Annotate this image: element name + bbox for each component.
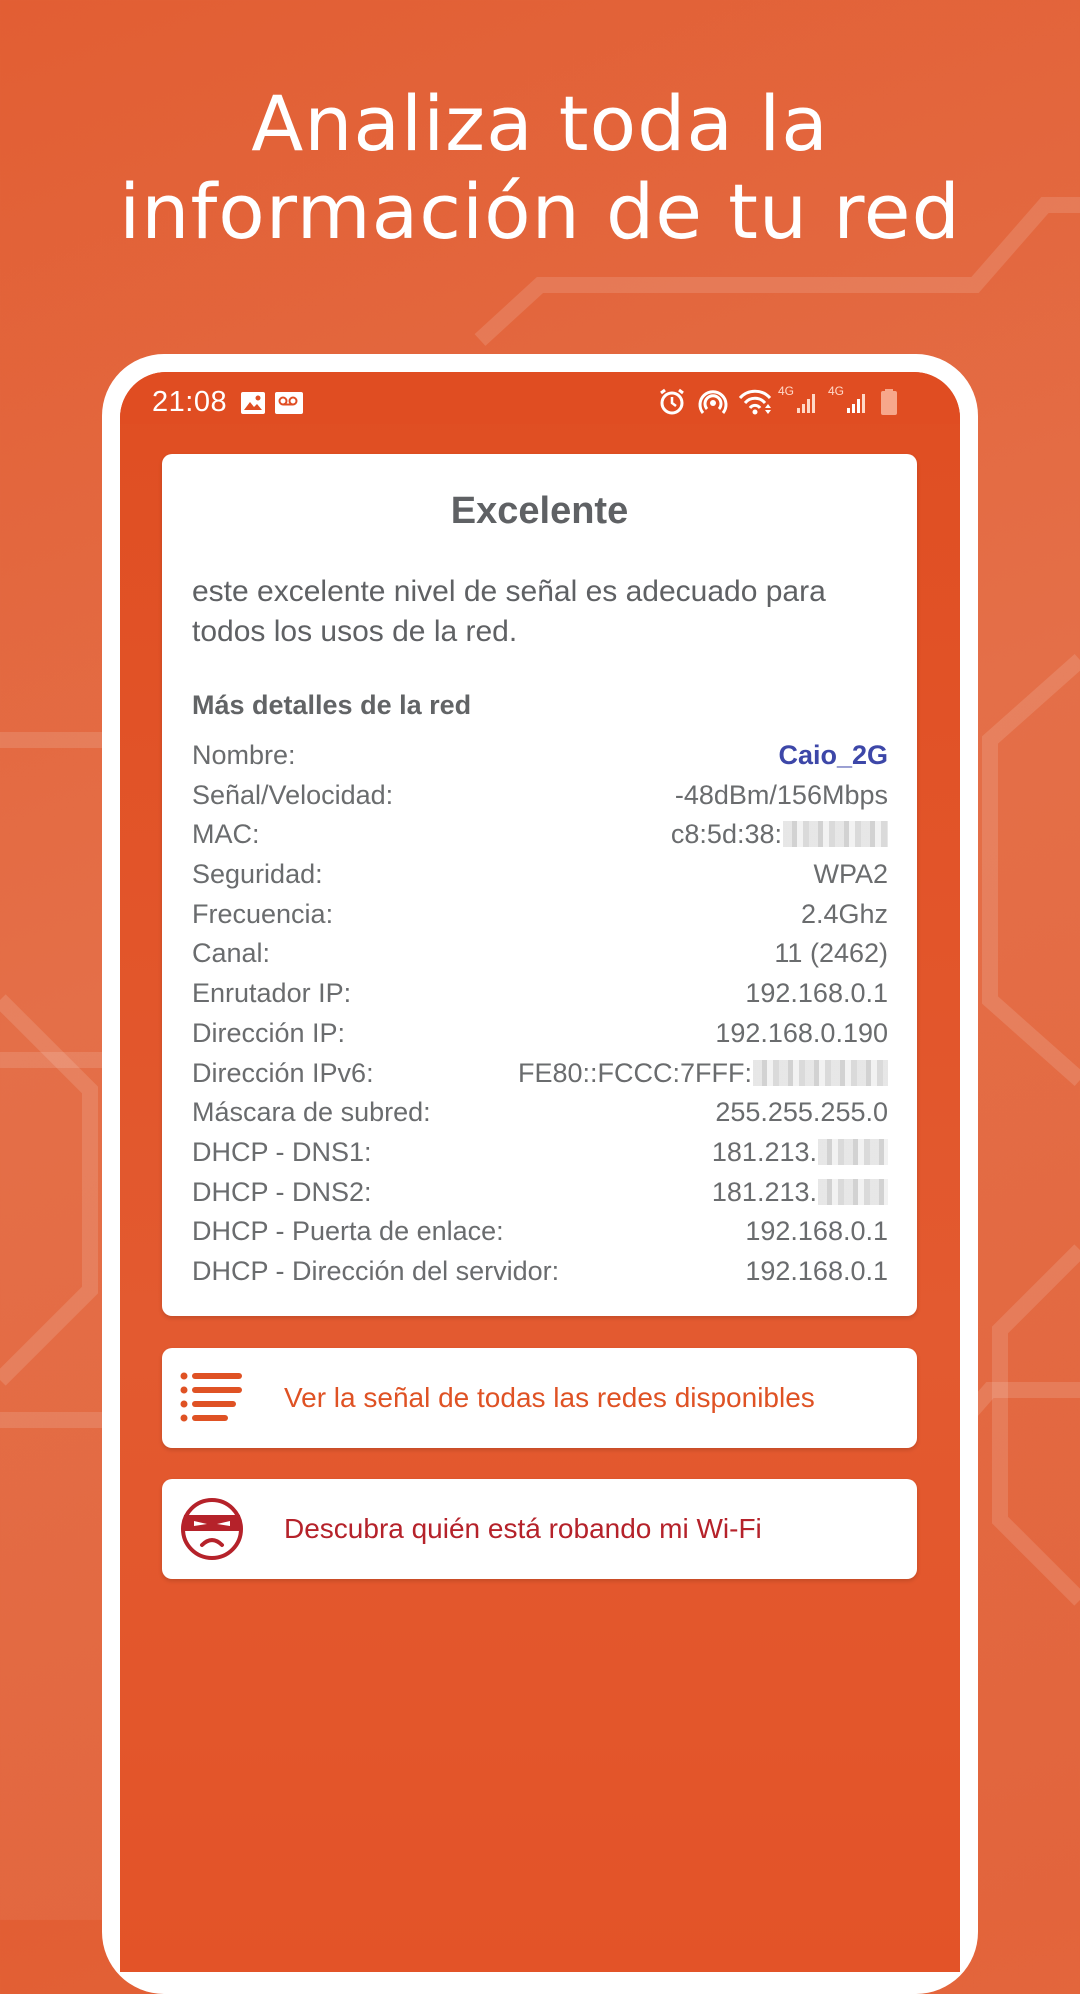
- detail-row-ipv6: [192, 1054, 888, 1094]
- alarm-icon: [658, 388, 686, 416]
- detail-label: Nombre:: [192, 740, 296, 770]
- detail-row-signal-speed: [192, 776, 888, 816]
- wifi-thief-label: Descubra quién está robando mi Wi-Fi: [284, 1513, 762, 1544]
- detail-row-dns1: [192, 1133, 888, 1173]
- detail-label: DHCP - DNS2:: [192, 1176, 372, 1207]
- detail-value: 2.4Ghz: [800, 898, 888, 929]
- status-time: 21:08: [152, 386, 228, 418]
- network-type-label: 4G: [778, 384, 795, 398]
- detail-row-router-ip: [192, 974, 888, 1014]
- detail-label: Dirección IP:: [192, 1017, 346, 1048]
- detail-value: WPA2: [813, 859, 888, 890]
- view-all-networks-label: Ver la señal de todas las redes disponibles: [284, 1382, 815, 1413]
- detail-label: Dirección IPv6:: [192, 1057, 374, 1088]
- redacted-blur: [783, 821, 888, 847]
- detail-value-wrapper: [671, 815, 888, 855]
- signal-4g-icon: [796, 392, 818, 414]
- wifi-icon: [738, 388, 772, 416]
- detail-row-gateway: [192, 1212, 888, 1252]
- detail-value-wrapper: [712, 1173, 888, 1213]
- redacted-blur: [818, 1179, 888, 1205]
- headline-line-1: Analiza toda la: [251, 79, 829, 168]
- network-details-list: [192, 736, 888, 1292]
- detail-row-frequency: [192, 895, 888, 935]
- detail-value: -48dBm/156Mbps: [674, 779, 888, 810]
- detail-row-channel: [192, 934, 888, 974]
- detail-value: 255.255.255.0: [715, 1097, 888, 1128]
- signal-quality-title: Excelente: [450, 490, 629, 532]
- detail-value: c8:5d:38:: [670, 819, 782, 850]
- headline: [0, 80, 1080, 256]
- detail-value: 192.168.0.1: [745, 1216, 888, 1247]
- headline-line-2: información de tu red: [119, 167, 961, 256]
- phone-screen: [120, 372, 960, 1972]
- detail-row-name: [192, 736, 888, 776]
- list-icon: [180, 1366, 244, 1430]
- redacted-blur: [818, 1139, 888, 1165]
- battery-icon: [880, 388, 898, 416]
- masked-thief-icon: [180, 1497, 244, 1561]
- detail-label: Canal:: [192, 938, 271, 969]
- detail-value: 192.168.0.1: [745, 978, 888, 1009]
- detail-value: FE80::FCCC:7FFF:: [517, 1057, 752, 1088]
- detail-value: 192.168.0.190: [715, 1017, 888, 1048]
- detail-row-server-address: [192, 1252, 888, 1292]
- detail-value: 11 (2462): [774, 938, 888, 969]
- network-type-label: 4G: [828, 384, 845, 398]
- detail-row-subnet-mask: [192, 1093, 888, 1133]
- signal-4g-icon: [846, 392, 868, 414]
- detail-value: 192.168.0.1: [745, 1255, 888, 1286]
- redacted-blur: [753, 1060, 888, 1086]
- view-all-networks-button[interactable]: [162, 1348, 917, 1448]
- detail-value: 181.213.: [711, 1176, 817, 1207]
- wifi-thief-button[interactable]: [162, 1479, 917, 1579]
- detail-row-mac: [192, 815, 888, 855]
- detail-label: DHCP - DNS1:: [192, 1136, 372, 1167]
- detail-label: DHCP - Puerta de enlace:: [192, 1216, 504, 1247]
- detail-row-security: [192, 855, 888, 895]
- image-icon: [240, 391, 266, 415]
- detail-label: Seguridad:: [192, 859, 323, 890]
- hotspot-icon: [698, 388, 728, 416]
- detail-label: Máscara de subred:: [192, 1097, 431, 1128]
- detail-row-dns2: [192, 1173, 888, 1213]
- signal-info-card: [162, 454, 917, 1316]
- detail-label: DHCP - Dirección del servidor:: [192, 1255, 560, 1286]
- detail-label: Enrutador IP:: [192, 978, 352, 1009]
- detail-label: Señal/Velocidad:: [192, 779, 394, 810]
- signal-description: este excelente nivel de señal es adecuado para todos los usos de la red.: [192, 575, 826, 648]
- detail-row-ip-address: [192, 1014, 888, 1054]
- network-name-value: Caio_2G: [778, 740, 888, 770]
- detail-value-wrapper: [712, 1133, 888, 1173]
- voicemail-icon: [274, 391, 304, 415]
- details-heading: Más detalles de la red: [192, 690, 472, 720]
- detail-value-wrapper: [518, 1054, 888, 1094]
- detail-label: MAC:: [192, 819, 260, 850]
- status-bar: [120, 372, 960, 424]
- detail-label: Frecuencia:: [192, 898, 334, 929]
- detail-value: 181.213.: [711, 1136, 817, 1167]
